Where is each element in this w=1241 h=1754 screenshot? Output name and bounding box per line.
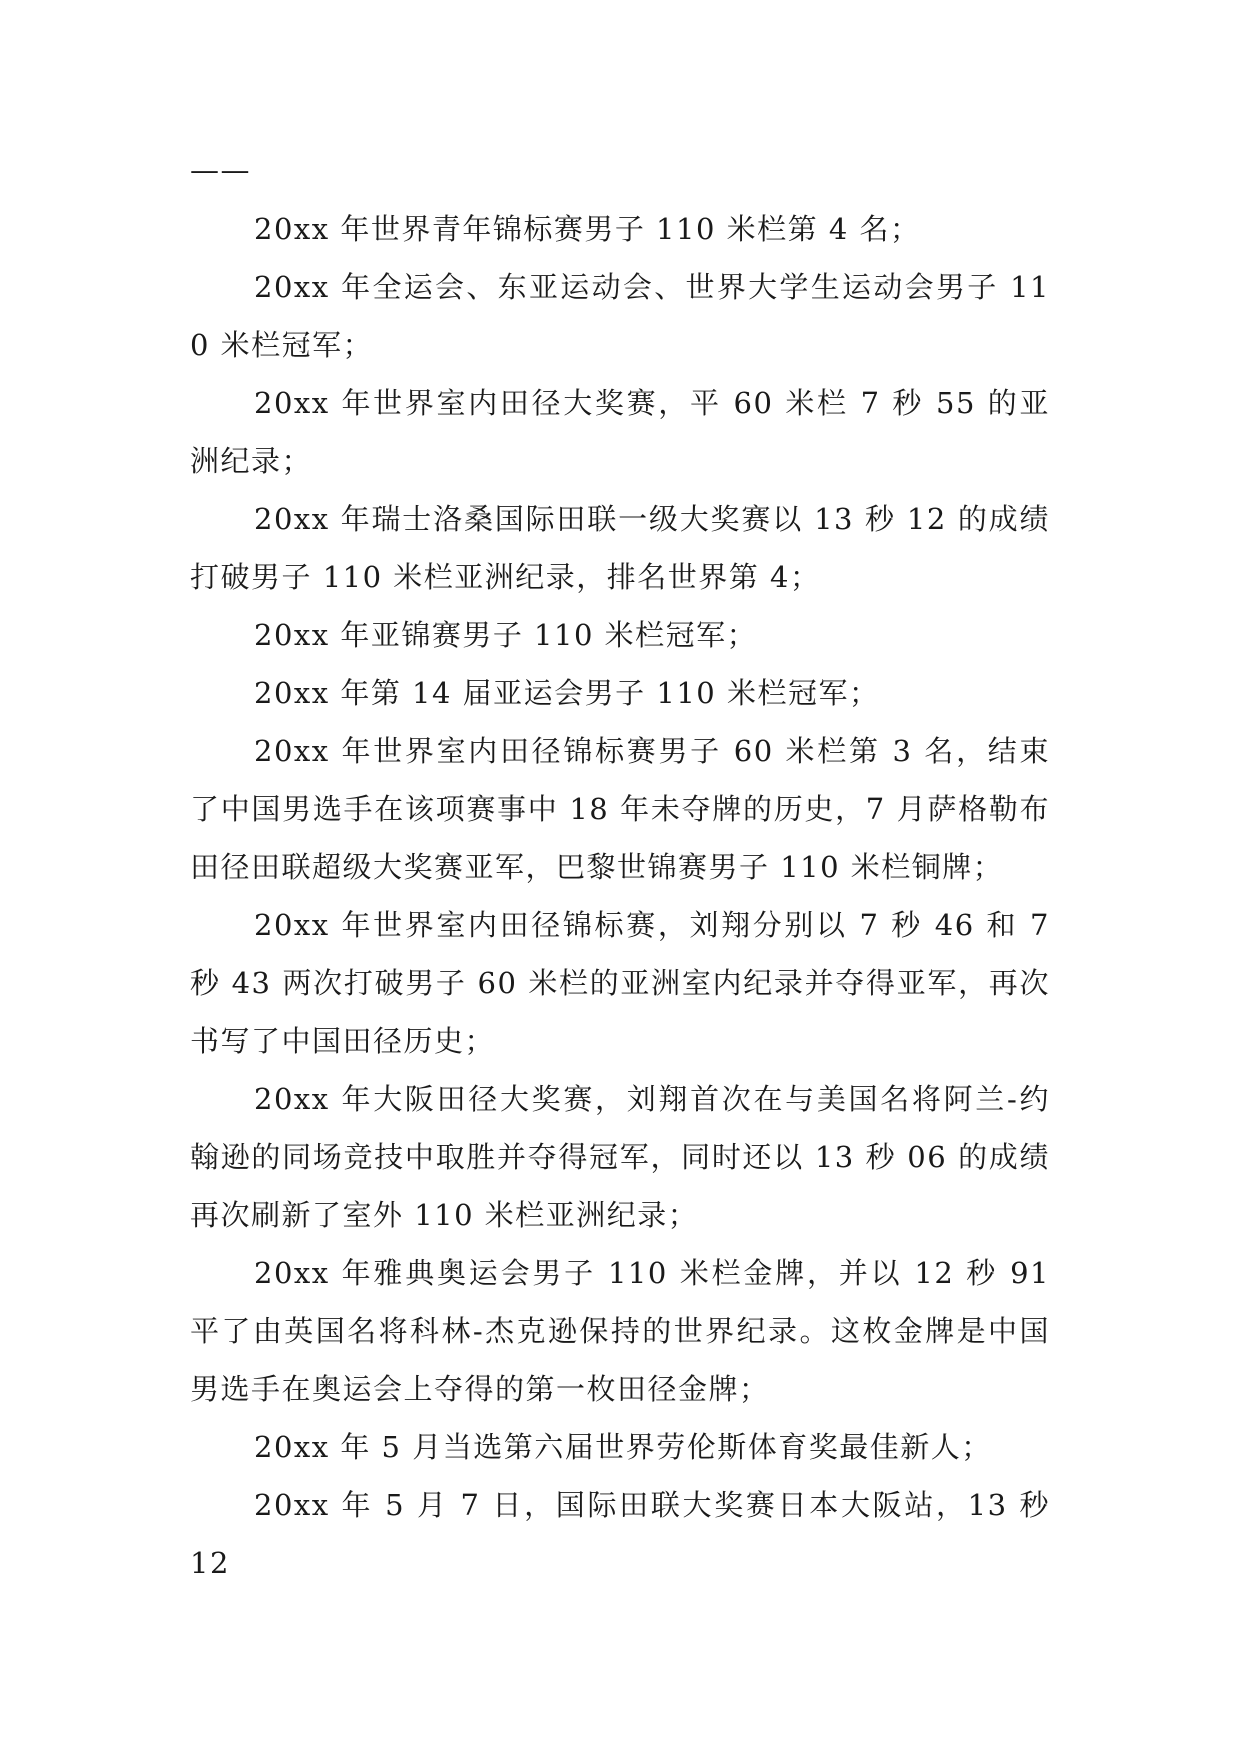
paragraph-4: 20xx 年瑞士洛桑国际田联一级大奖赛以 13 秒 12 的成绩打破男子 110 米栏亚洲纪录，排名世界第 4； <box>190 502 1050 594</box>
paragraph-12: 20xx 年 5 月 7 日，国际田联大奖赛日本大阪站，13 秒 12 <box>190 1488 1050 1580</box>
paragraph-9: 20xx 年大阪田径大奖赛，刘翔首次在与美国名将阿兰-约翰逊的同场竞技中取胜并夺得冠军，同时还以 13 秒 06 的成绩再次刷新了室外 110 米栏亚洲纪录； <box>190 1082 1050 1232</box>
paragraph-2: 20xx 年全运会、东亚运动会、世界大学生运动会男子 110 米栏冠军； <box>190 270 1050 362</box>
paragraph-5: 20xx 年亚锦赛男子 110 米栏冠军； <box>254 618 758 652</box>
paragraph-1: 20xx 年世界青年锦标赛男子 110 米栏第 4 名； <box>254 212 921 246</box>
leading-dash: —— <box>190 153 251 187</box>
paragraph-10: 20xx 年雅典奥运会男子 110 米栏金牌，并以 12 秒 91 平了由英国名将科林-杰克逊保持的世界纪录。这枚金牌是中国男选手在奥运会上夺得的第一枚田径金牌； <box>190 1256 1050 1406</box>
paragraph-11: 20xx 年 5 月当选第六届世界劳伦斯体育奖最佳新人； <box>254 1430 992 1464</box>
paragraph-3: 20xx 年世界室内田径大奖赛，平 60 米栏 7 秒 55 的亚洲纪录； <box>190 386 1050 478</box>
paragraph-8: 20xx 年世界室内田径锦标赛，刘翔分别以 7 秒 46 和 7 秒 43 两次打破男子 60 米栏的亚洲室内纪录并夺得亚军，再次书写了中国田径历史； <box>190 908 1050 1058</box>
paragraph-6: 20xx 年第 14 届亚运会男子 110 米栏冠军； <box>254 676 880 710</box>
paragraph-7: 20xx 年世界室内田径锦标赛男子 60 米栏第 3 名，结束了中国男选手在该项赛事中 18 年未夺牌的历史，7 月萨格勒布田径田联超级大奖赛亚军，巴黎世锦赛男子 110 米栏铜牌； <box>190 734 1050 884</box>
document-body <box>190 153 1050 1592</box>
